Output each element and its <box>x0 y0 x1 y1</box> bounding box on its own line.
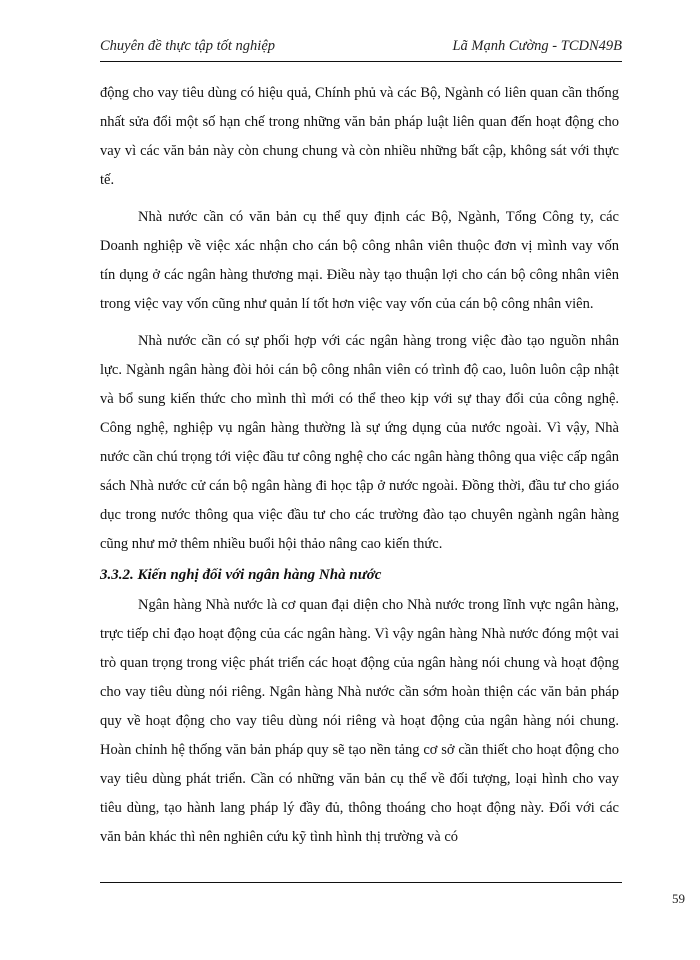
paragraph-continuation: động cho vay tiêu dùng có hiệu quả, Chính phủ và các Bộ, Ngành có liên quan cần thống nhất sửa đổi một số hạn chế trong những văn bản pháp luật liên quan đến hoạt động cho vay vì các văn bản này còn chung chung và còn nhiều những bất cập, không sát với thực tế. <box>100 85 619 188</box>
page-body <box>100 79 619 860</box>
header-title: Chuyên đề thực tập tốt nghiệp <box>100 38 276 54</box>
paragraph: Ngân hàng Nhà nước là cơ quan đại diện cho Nhà nước trong lĩnh vực ngân hàng, trực tiếp chỉ đạo hoạt động của các ngân hàng. Vì vậy ngân hàng Nhà nước đóng một vai trò quan trọng trong việc phát triển các hoạt động của ngân hàng nói chung và hoạt động cho vay tiêu dùng nói riêng. Ngân hàng Nhà nước cần sớm hoàn thiện các văn bản pháp quy về hoạt động cho vay tiêu dùng nói riêng và hoạt động của ngân hàng nói chung. Hoàn chỉnh hệ thống văn bản pháp quy sẽ tạo nền tảng cơ sở cần thiết cho hoạt động cho vay tiêu dùng phát triển. Cần có những văn bản cụ thể về đối tượng, loại hình cho vay tiêu dùng, tạo hành lang pháp lý đầy đủ, thông thoáng cho hoạt động này. Đối với các văn bản khác thì nên nghiên cứu kỹ tình hình thị trường và có <box>100 597 619 845</box>
paragraph: Nhà nước cần có sự phối hợp với các ngân hàng trong việc đào tạo nguồn nhân lực. Ngành ngân hàng đòi hỏi cán bộ công nhân viên có trình độ cao, luôn luôn cập nhật và bổ sung kiến thức cho mình thì mới có thể theo kịp với sự thay đổi của công nghệ. Công nghệ, nghiệp vụ ngân hàng thường là sự ứng dụng của nước ngoài. Vì vậy, Nhà nước cần chú trọng tới việc đầu tư công nghệ cho các ngân hàng thông qua việc cấp ngân sách Nhà nước cử cán bộ ngân hàng đi học tập ở nước ngoài. Đồng thời, đầu tư cho giáo dục trong nước thông qua việc đầu tư cho các trường đào tạo chuyên ngành ngân hàng cũng như mở thêm nhiều buổi hội thảo nâng cao kiến thức. <box>100 333 619 552</box>
header-divider <box>100 61 622 62</box>
header-author: Lã Mạnh Cường - TCDN49B <box>452 38 622 54</box>
section-heading: 3.3.2. Kiến nghị đối với ngân hàng Nhà nước <box>100 567 382 583</box>
page-number: 59 <box>672 891 685 906</box>
footer-divider <box>100 882 622 883</box>
page-header <box>100 38 622 55</box>
paragraph: Nhà nước cần có văn bản cụ thể quy định các Bộ, Ngành, Tổng Công ty, các Doanh nghiệp về việc xác nhận cho cán bộ công nhân viên thuộc đơn vị mình vay vốn tín dụng ở các ngân hàng thương mại. Điều này tạo thuận lợi cho cán bộ công nhân viên trong việc vay vốn cũng như quản lí tốt hơn việc vay vốn của cán bộ công nhân viên. <box>100 209 619 312</box>
